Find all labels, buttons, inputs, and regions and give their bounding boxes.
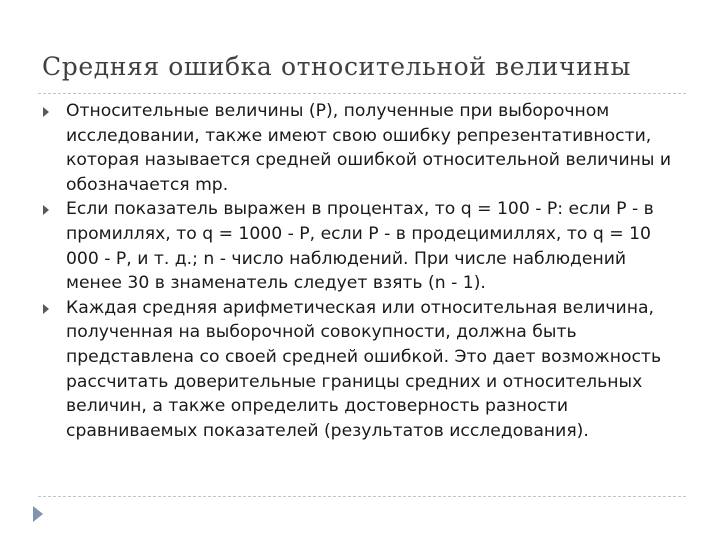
page-title: Средняя ошибка относительной величины	[42, 52, 632, 81]
list-item	[42, 197, 682, 295]
footer-divider	[38, 496, 686, 497]
bullet-text: Относительные величины (Р), полученные при выборочном исследовании, также имеют свою ошибку репрезентативности, которая называется средней ошибкой относительной величины и обозначается mp.	[66, 101, 672, 195]
bullet-arrow-icon	[43, 304, 49, 314]
bullet-text: Каждая средняя арифметическая или относительная величина, полученная на выборочной совокупности, должна быть представлена со своей средней ошибкой. Это дает возможность рассчитать доверительные границы средних и относительных величин, а также определить достоверность разности сравниваемых показателей (результатов исследования).	[66, 297, 662, 441]
bullet-arrow-icon	[43, 205, 49, 215]
bullet-arrow-icon	[43, 107, 49, 117]
play-arrow-icon[interactable]	[33, 506, 43, 522]
list-item	[42, 99, 682, 197]
title-divider	[38, 93, 686, 94]
bullet-text: Если показатель выражен в процентах, то q = 100 - P: если P - в промиллях, то q = 1000 - P, если P - в продецимиллях, то q = 10 000 - Р, и т. д.; n - число наблюдений. При числе наблюдений менее 30 в знаменатель следует взять (n - 1).	[66, 199, 654, 294]
bullet-list	[42, 99, 682, 443]
list-item	[42, 296, 682, 444]
